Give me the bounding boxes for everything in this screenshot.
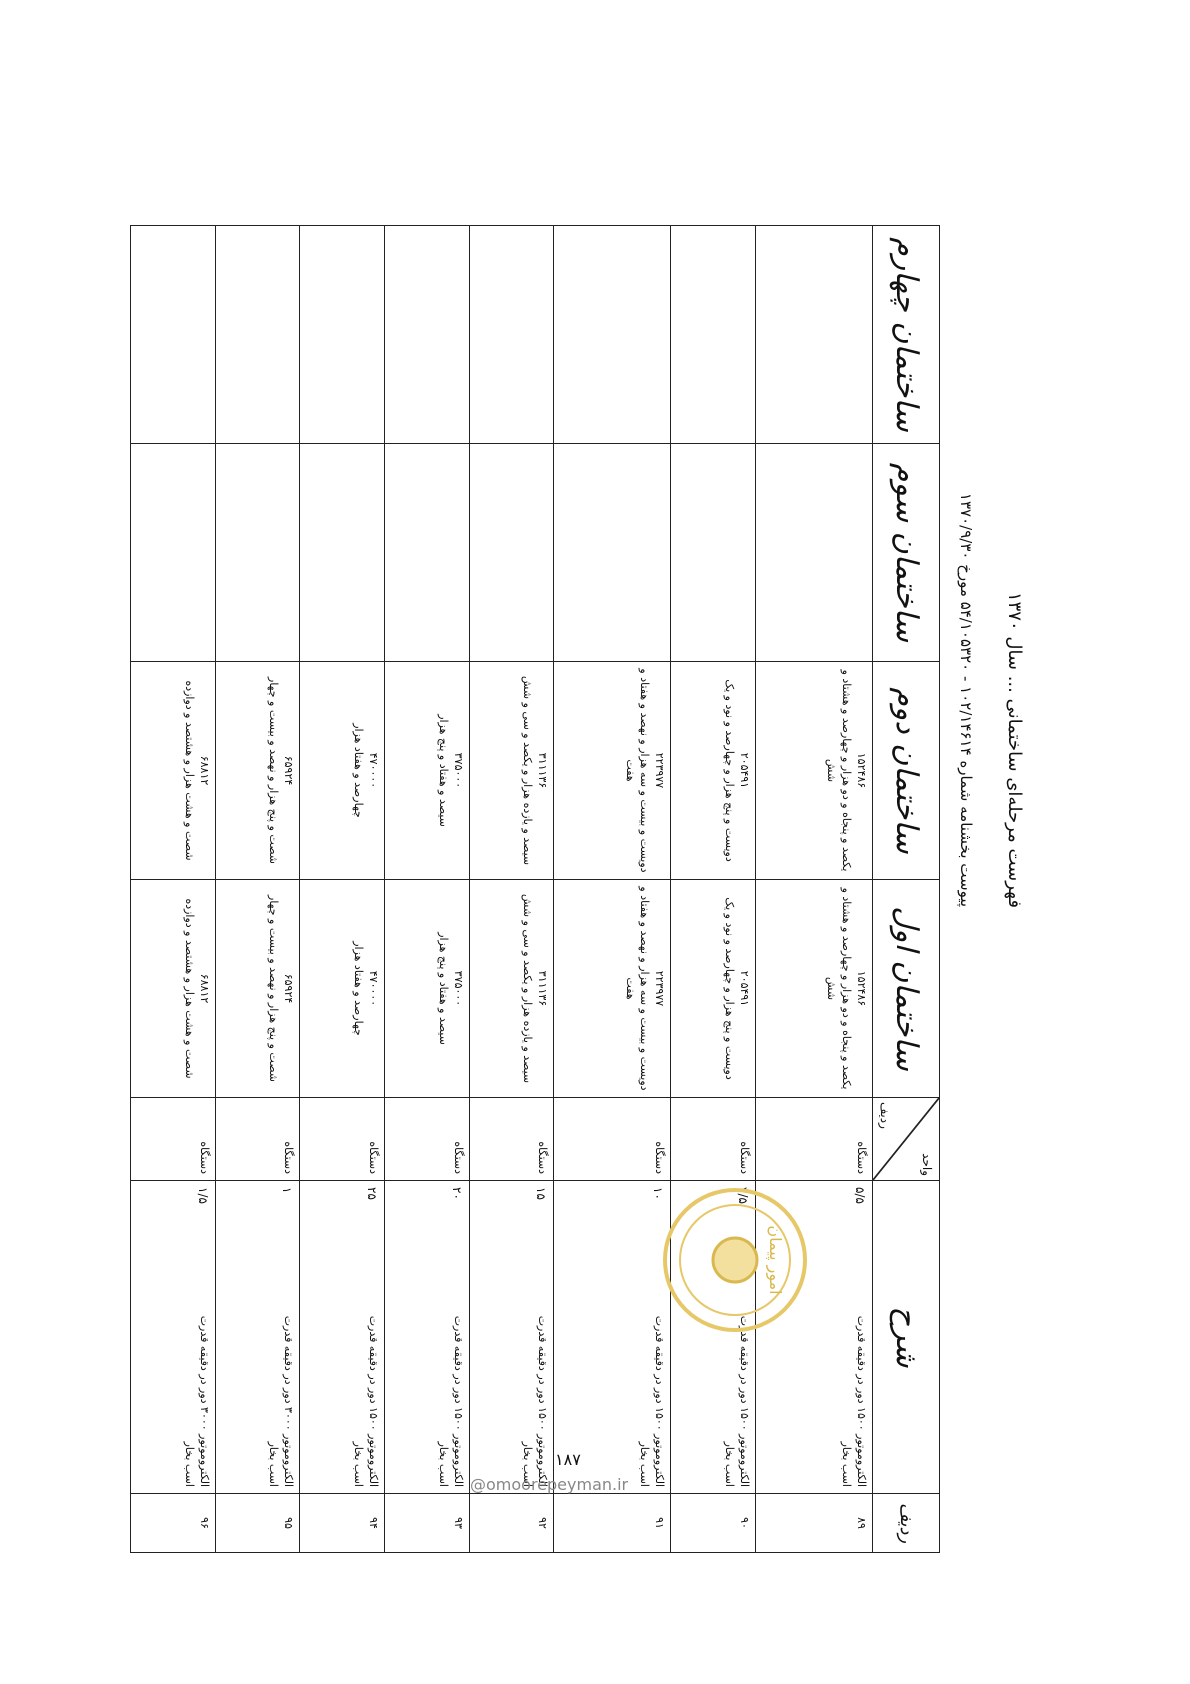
p1-number: ۲۲۳۹۷۷ bbox=[653, 970, 667, 1007]
p2-text: یکصد و پنجاه و دو هزار و چهارصد و هشتاد و شش bbox=[825, 669, 854, 872]
p1-number: ۳۷۵۰۰۰ bbox=[451, 970, 465, 1007]
p2-text: چهارصد و هفتاد هزار bbox=[352, 723, 366, 818]
desc-text: الکتروموتور ۳۰۰۰ دور در دقیقه قدرت bbox=[282, 1315, 296, 1487]
row-number: ۹۲ bbox=[469, 1494, 554, 1553]
row-p4 bbox=[469, 226, 554, 444]
price-table bbox=[130, 225, 940, 1553]
row-p2 bbox=[300, 662, 385, 880]
row-unit: دستگاه bbox=[469, 1098, 554, 1181]
row-description bbox=[469, 1181, 554, 1494]
row-p1 bbox=[469, 880, 554, 1098]
row-number: ۹۰ bbox=[671, 1494, 756, 1553]
p1-number: ۳۱۱۱۳۶ bbox=[536, 970, 550, 1007]
row-number: ۹۴ bbox=[300, 1494, 385, 1553]
row-description bbox=[384, 1181, 469, 1494]
qty-value: ۱/۵ bbox=[195, 1187, 210, 1204]
table-row bbox=[469, 226, 554, 1553]
p2-number: ۲۲۳۹۷۷ bbox=[653, 752, 667, 789]
table-row bbox=[671, 226, 756, 1553]
row-p3 bbox=[131, 444, 216, 662]
header-row: ردیف bbox=[873, 1494, 940, 1553]
desc-text: الکتروموتور ۱۵۰۰ دور در دقیقه قدرت bbox=[737, 1315, 751, 1487]
table-row bbox=[131, 226, 216, 1553]
row-p3 bbox=[671, 444, 756, 662]
p1-text: سیصد و هفتاد و پنج هزار bbox=[436, 932, 450, 1045]
qty-value: ۲۵ bbox=[364, 1187, 379, 1200]
p1-number: ۶۵۹۲۴ bbox=[282, 973, 296, 1004]
row-p4 bbox=[384, 226, 469, 444]
row-unit: دستگاه bbox=[215, 1098, 300, 1181]
row-p2 bbox=[469, 662, 554, 880]
desc-text: الکتروموتور ۱۵۰۰ دور در دقیقه قدرت bbox=[451, 1315, 465, 1487]
desc-text: الکتروموتور ۱۵۰۰ دور در دقیقه قدرت bbox=[653, 1315, 667, 1487]
header-p1: ساختمان اول bbox=[873, 880, 940, 1098]
svg-text:امور پیمان: امور پیمان bbox=[766, 1225, 785, 1295]
qty-value: ۱۰ bbox=[651, 1187, 666, 1200]
row-number: ۹۳ bbox=[384, 1494, 469, 1553]
p2-number: ۶۸۸۱۲ bbox=[197, 755, 211, 786]
unit-note: اسب بخار bbox=[521, 1441, 535, 1487]
desc-text: الکتروموتور ۱۵۰۰ دور در دقیقه قدرت bbox=[536, 1315, 550, 1487]
row-p1 bbox=[554, 880, 671, 1098]
row-p2 bbox=[131, 662, 216, 880]
unit-note: اسب بخار bbox=[267, 1441, 281, 1487]
seal-logo bbox=[660, 1185, 810, 1335]
row-number: ۸۹ bbox=[755, 1494, 872, 1553]
table-row bbox=[384, 226, 469, 1553]
watermark-text: @omoorepeyman.ir bbox=[470, 1475, 629, 1494]
row-p4 bbox=[215, 226, 300, 444]
row-p1 bbox=[131, 880, 216, 1098]
row-p2 bbox=[384, 662, 469, 880]
header-unit bbox=[873, 1098, 940, 1181]
row-unit: دستگاه bbox=[384, 1098, 469, 1181]
table-header bbox=[873, 226, 940, 1553]
table-row bbox=[755, 226, 872, 1553]
p2-text: شصت و هشت هزار و هشتصد و دوازده bbox=[182, 680, 196, 861]
header-unit-top: واحد bbox=[920, 1153, 934, 1176]
row-number: ۹۵ bbox=[215, 1494, 300, 1553]
p1-text: سیصد و یازده هزار و یکصد و سی و شش bbox=[521, 893, 535, 1084]
row-description bbox=[300, 1181, 385, 1494]
page-subtitle: پیوست بخشنامه شماره ۱۰۲/۱۴۶۱۴ - ۵۴/۱۰۵۳۲۰ مورخ ۱۳۷۰/۹/۳۰ bbox=[957, 492, 975, 908]
row-p3 bbox=[554, 444, 671, 662]
p2-text: سیصد و هفتاد و پنج هزار bbox=[436, 714, 450, 827]
p2-number: ۴۷۰۰۰۰ bbox=[366, 752, 380, 789]
table-row bbox=[300, 226, 385, 1553]
p1-number: ۱۵۲۴۸۶ bbox=[855, 970, 868, 1007]
row-p4 bbox=[755, 226, 872, 444]
p2-number: ۳۷۵۰۰۰ bbox=[451, 752, 465, 789]
qty-value: ۵/۵ bbox=[853, 1187, 867, 1204]
row-unit: دستگاه bbox=[671, 1098, 756, 1181]
p2-text: شصت و پنج هزار و نهصد و بیست و چهار bbox=[267, 677, 281, 864]
row-p2 bbox=[671, 662, 756, 880]
qty-value: ۱ bbox=[280, 1187, 295, 1194]
row-description bbox=[215, 1181, 300, 1494]
desc-text: الکتروموتور ۱۵۰۰ دور در دقیقه قدرت bbox=[366, 1315, 380, 1487]
row-number: ۹۱ bbox=[554, 1494, 671, 1553]
p1-number: ۲۰۵۴۹۱ bbox=[737, 970, 751, 1007]
row-p1 bbox=[300, 880, 385, 1098]
row-description bbox=[554, 1181, 671, 1494]
row-p4 bbox=[554, 226, 671, 444]
row-p1 bbox=[384, 880, 469, 1098]
row-p3 bbox=[300, 444, 385, 662]
header-unit-bottom: ردیف bbox=[878, 1102, 893, 1129]
page-title: فهرست مرحله‌ای ساختمانی ... سال ۱۳۷۰ bbox=[1004, 591, 1025, 909]
table-row bbox=[554, 226, 671, 1553]
p1-text: یکصد و پنجاه و دو هزار و چهارصد و هشتاد و شش bbox=[825, 887, 854, 1090]
p2-text: دویست و پنج هزار و چهارصد و نود و یک bbox=[723, 679, 737, 862]
row-p1 bbox=[671, 880, 756, 1098]
row-p3 bbox=[469, 444, 554, 662]
qty-value: ۲۰ bbox=[449, 1187, 464, 1200]
row-unit: دستگاه bbox=[300, 1098, 385, 1181]
p1-text: شصت و پنج هزار و نهصد و بیست و چهار bbox=[267, 895, 281, 1082]
header-p3: ساختمان سوم bbox=[873, 444, 940, 662]
row-unit: دستگاه bbox=[554, 1098, 671, 1181]
row-p4 bbox=[131, 226, 216, 444]
p2-text: سیصد و یازده هزار و یکصد و سی و شش bbox=[521, 675, 535, 866]
header-p2: ساختمان دوم bbox=[873, 662, 940, 880]
unit-note: اسب بخار bbox=[638, 1441, 652, 1487]
p1-text: دویست و پنج هزار و چهارصد و نود و یک bbox=[723, 897, 737, 1080]
unit-note: اسب بخار bbox=[723, 1441, 737, 1487]
row-p4 bbox=[300, 226, 385, 444]
p2-text: دویست و بیست و سه هزار و نهصد و هفتاد و هفت bbox=[623, 668, 652, 873]
row-unit: دستگاه bbox=[131, 1098, 216, 1181]
row-p4 bbox=[671, 226, 756, 444]
p1-text: شصت و هشت هزار و هشتصد و دوازده bbox=[182, 898, 196, 1079]
row-p2 bbox=[215, 662, 300, 880]
p2-number: ۶۵۹۲۴ bbox=[282, 755, 296, 786]
table-row bbox=[215, 226, 300, 1553]
row-p1 bbox=[755, 880, 872, 1098]
p2-number: ۲۰۵۴۹۱ bbox=[737, 752, 751, 789]
unit-note: اسب بخار bbox=[182, 1441, 196, 1487]
desc-text: الکتروموتور ۳۰۰۰ دور در دقیقه قدرت bbox=[197, 1315, 211, 1487]
p2-number: ۳۱۱۱۳۶ bbox=[536, 752, 550, 789]
row-p2 bbox=[755, 662, 872, 880]
row-p2 bbox=[554, 662, 671, 880]
p1-number: ۴۷۰۰۰۰ bbox=[366, 970, 380, 1007]
p1-number: ۶۸۸۱۲ bbox=[197, 973, 211, 1004]
row-unit: دستگاه bbox=[755, 1098, 872, 1181]
row-p3 bbox=[755, 444, 872, 662]
p2-number: ۱۵۲۴۸۶ bbox=[855, 752, 868, 789]
header-p4: ساختمان چهارم bbox=[873, 226, 940, 444]
qty-value: ۱۵ bbox=[534, 1187, 549, 1200]
row-p3 bbox=[215, 444, 300, 662]
page-number: ۱۸۷ bbox=[555, 1450, 581, 1469]
header-description: شرح bbox=[873, 1181, 940, 1494]
desc-text: الکتروموتور ۱۵۰۰ دور در دقیقه قدرت bbox=[855, 1315, 868, 1487]
unit-note: اسب بخار bbox=[352, 1441, 366, 1487]
unit-note: اسب بخار bbox=[840, 1441, 854, 1487]
row-p3 bbox=[384, 444, 469, 662]
p1-text: دویست و بیست و سه هزار و نهصد و هفتاد و هفت bbox=[623, 886, 652, 1091]
row-description bbox=[131, 1181, 216, 1494]
row-p1 bbox=[215, 880, 300, 1098]
p1-text: چهارصد و هفتاد هزار bbox=[352, 941, 366, 1036]
row-number: ۹۶ bbox=[131, 1494, 216, 1553]
qty-value: ۷/۵ bbox=[735, 1187, 750, 1204]
unit-note: اسب بخار bbox=[436, 1441, 450, 1487]
